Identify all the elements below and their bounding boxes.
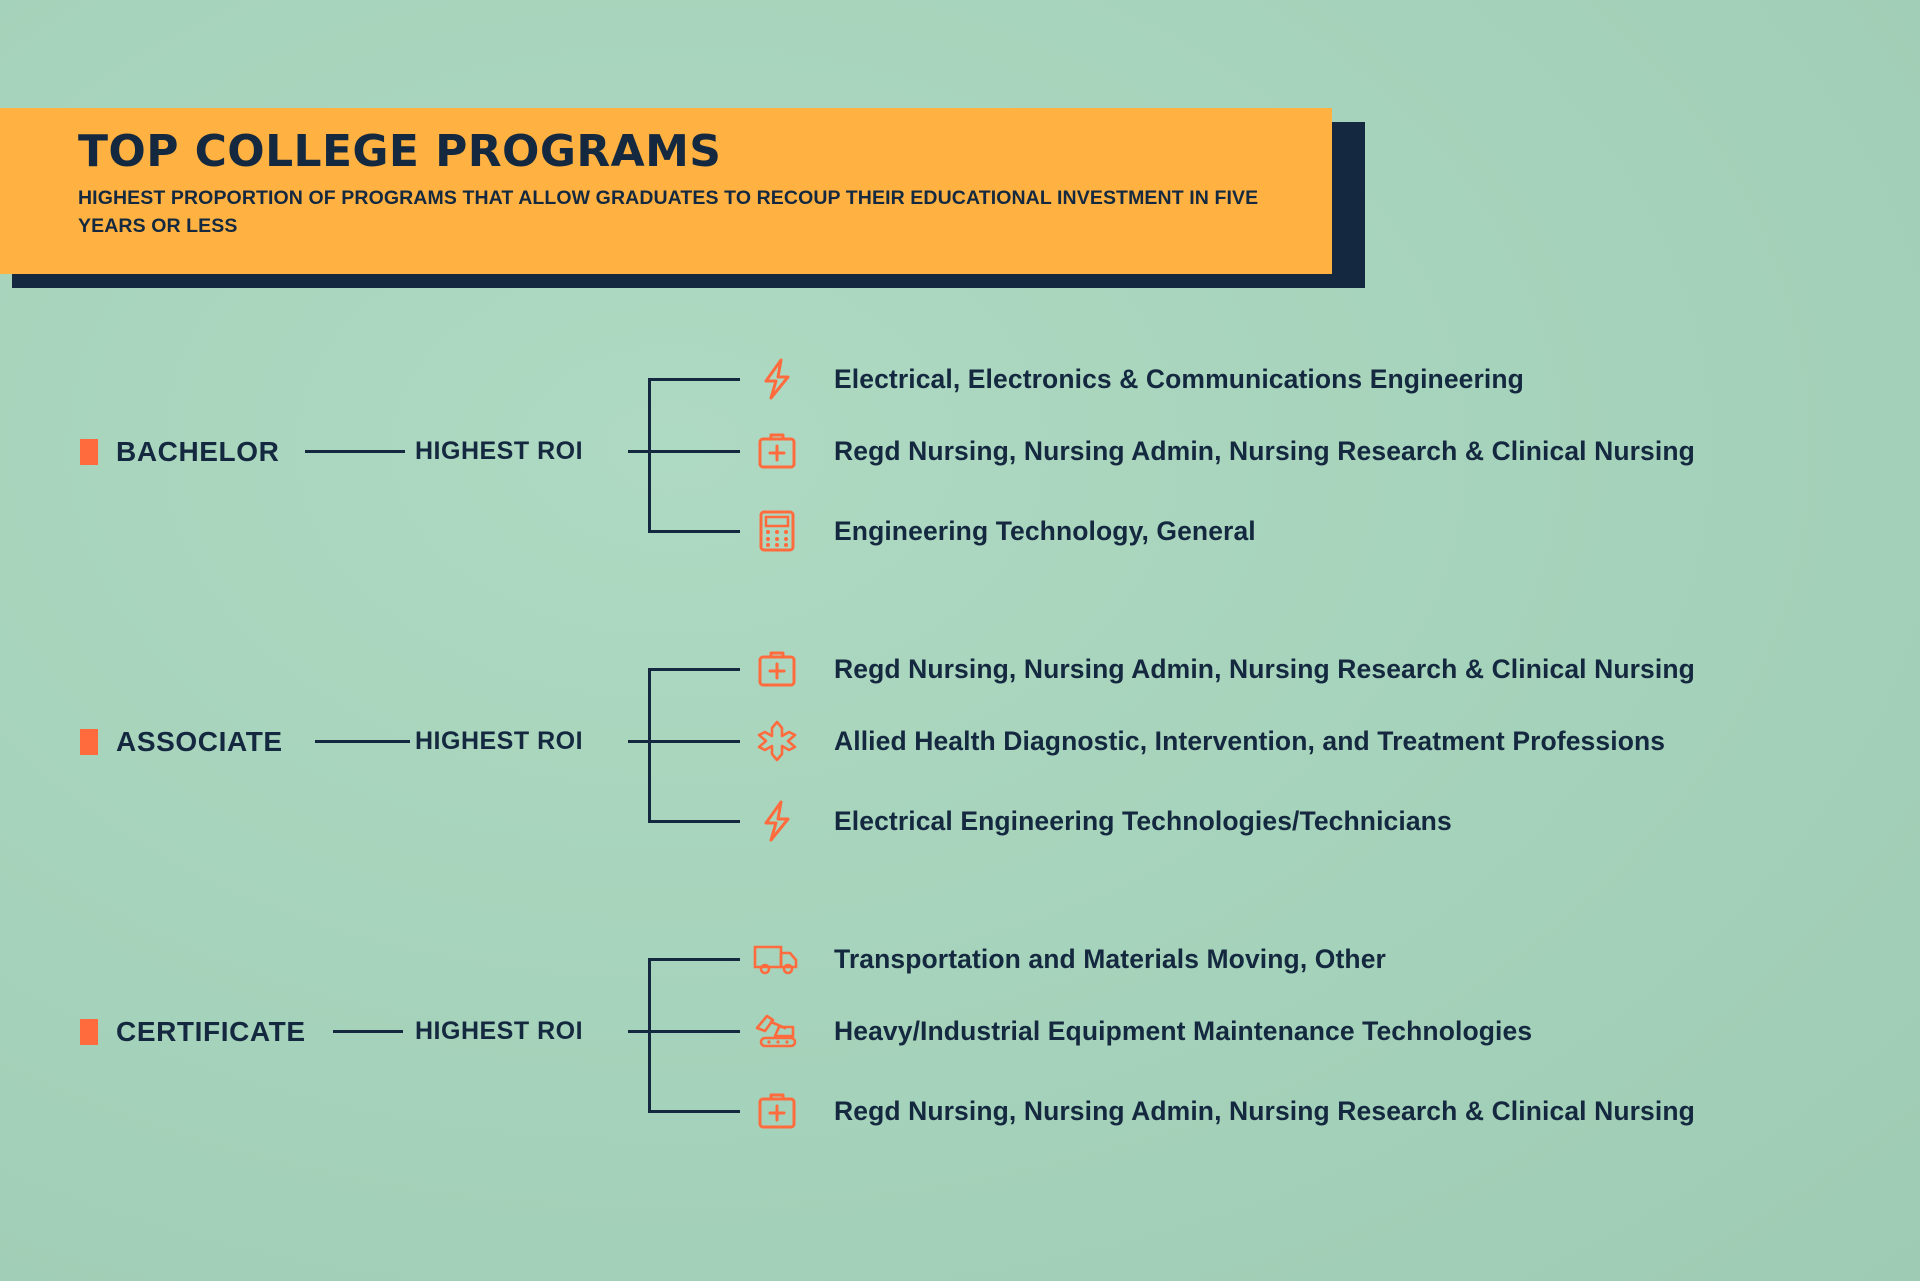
bullet-square-icon: [80, 439, 98, 465]
list-item-label: Electrical, Electronics & Communications Engineering: [834, 363, 1524, 394]
list-item: [748, 1088, 1695, 1134]
bracket-arm: [648, 378, 740, 381]
roi-label: HIGHEST ROI: [415, 1017, 584, 1045]
medical-bag-icon: [748, 646, 806, 692]
level-label-bachelor: [80, 437, 279, 467]
list-item: [748, 428, 1695, 474]
roi-label: HIGHEST ROI: [415, 727, 584, 755]
list-item: [748, 646, 1695, 692]
list-item: [748, 508, 1256, 554]
medical-bag-icon: [748, 1088, 806, 1134]
level-name: ASSOCIATE: [116, 726, 283, 757]
roi-label: HIGHEST ROI: [415, 437, 584, 465]
bracket-arm: [648, 530, 740, 533]
list-item-label: Engineering Technology, General: [834, 515, 1256, 546]
header-box: [0, 108, 1332, 274]
bracket-arm: [648, 820, 740, 823]
list-item-label: Regd Nursing, Nursing Admin, Nursing Research & Clinical Nursing: [834, 435, 1695, 466]
bracket-arm: [648, 958, 740, 961]
lightning-bolt-icon: [748, 356, 806, 402]
level-label-associate: [80, 727, 283, 757]
level-name: CERTIFICATE: [116, 1016, 306, 1047]
bullet-square-icon: [80, 729, 98, 755]
level-name: BACHELOR: [116, 436, 280, 467]
bracket-arm: [648, 668, 740, 671]
bracket-vertical: [648, 378, 651, 532]
connector-level-to-roi: [305, 450, 405, 453]
list-item: [748, 798, 1452, 844]
level-label-certificate: [80, 1017, 306, 1047]
list-item: [748, 356, 1524, 402]
calculator-icon: [748, 508, 806, 554]
list-item-label: Electrical Engineering Technologies/Technicians: [834, 805, 1452, 836]
excavator-icon: [748, 1008, 806, 1054]
bracket-vertical: [648, 958, 651, 1112]
bracket-arm: [648, 1030, 740, 1033]
page-title: TOP COLLEGE PROGRAMS: [78, 126, 722, 177]
list-item: [748, 718, 1665, 764]
bullet-square-icon: [80, 1019, 98, 1045]
list-item: [748, 1008, 1532, 1054]
list-item-label: Regd Nursing, Nursing Admin, Nursing Research & Clinical Nursing: [834, 653, 1695, 684]
star-of-life-icon: [748, 718, 806, 764]
medical-bag-icon: [748, 428, 806, 474]
list-item: [748, 936, 1386, 982]
truck-icon: [748, 936, 806, 982]
list-item-label: Transportation and Materials Moving, Other: [834, 943, 1386, 974]
list-item-label: Regd Nursing, Nursing Admin, Nursing Research & Clinical Nursing: [834, 1095, 1695, 1126]
header-banner: [0, 108, 1365, 288]
list-item-label: Allied Health Diagnostic, Intervention, and Treatment Professions: [834, 725, 1666, 756]
bracket-arm: [648, 1110, 740, 1113]
bracket-vertical: [648, 668, 651, 822]
connector-level-to-roi: [333, 1030, 403, 1033]
page-subtitle: HIGHEST PROPORTION OF PROGRAMS THAT ALLOW GRADUATES TO RECOUP THEIR EDUCATIONAL INVESTMENT IN FIVE YEARS OR LESS: [78, 187, 1259, 238]
list-item-label: Heavy/Industrial Equipment Maintenance Technologies: [834, 1015, 1533, 1046]
bracket-arm: [648, 450, 740, 453]
lightning-bolt-icon: [748, 798, 806, 844]
bracket-arm: [648, 740, 740, 743]
connector-level-to-roi: [315, 740, 410, 743]
